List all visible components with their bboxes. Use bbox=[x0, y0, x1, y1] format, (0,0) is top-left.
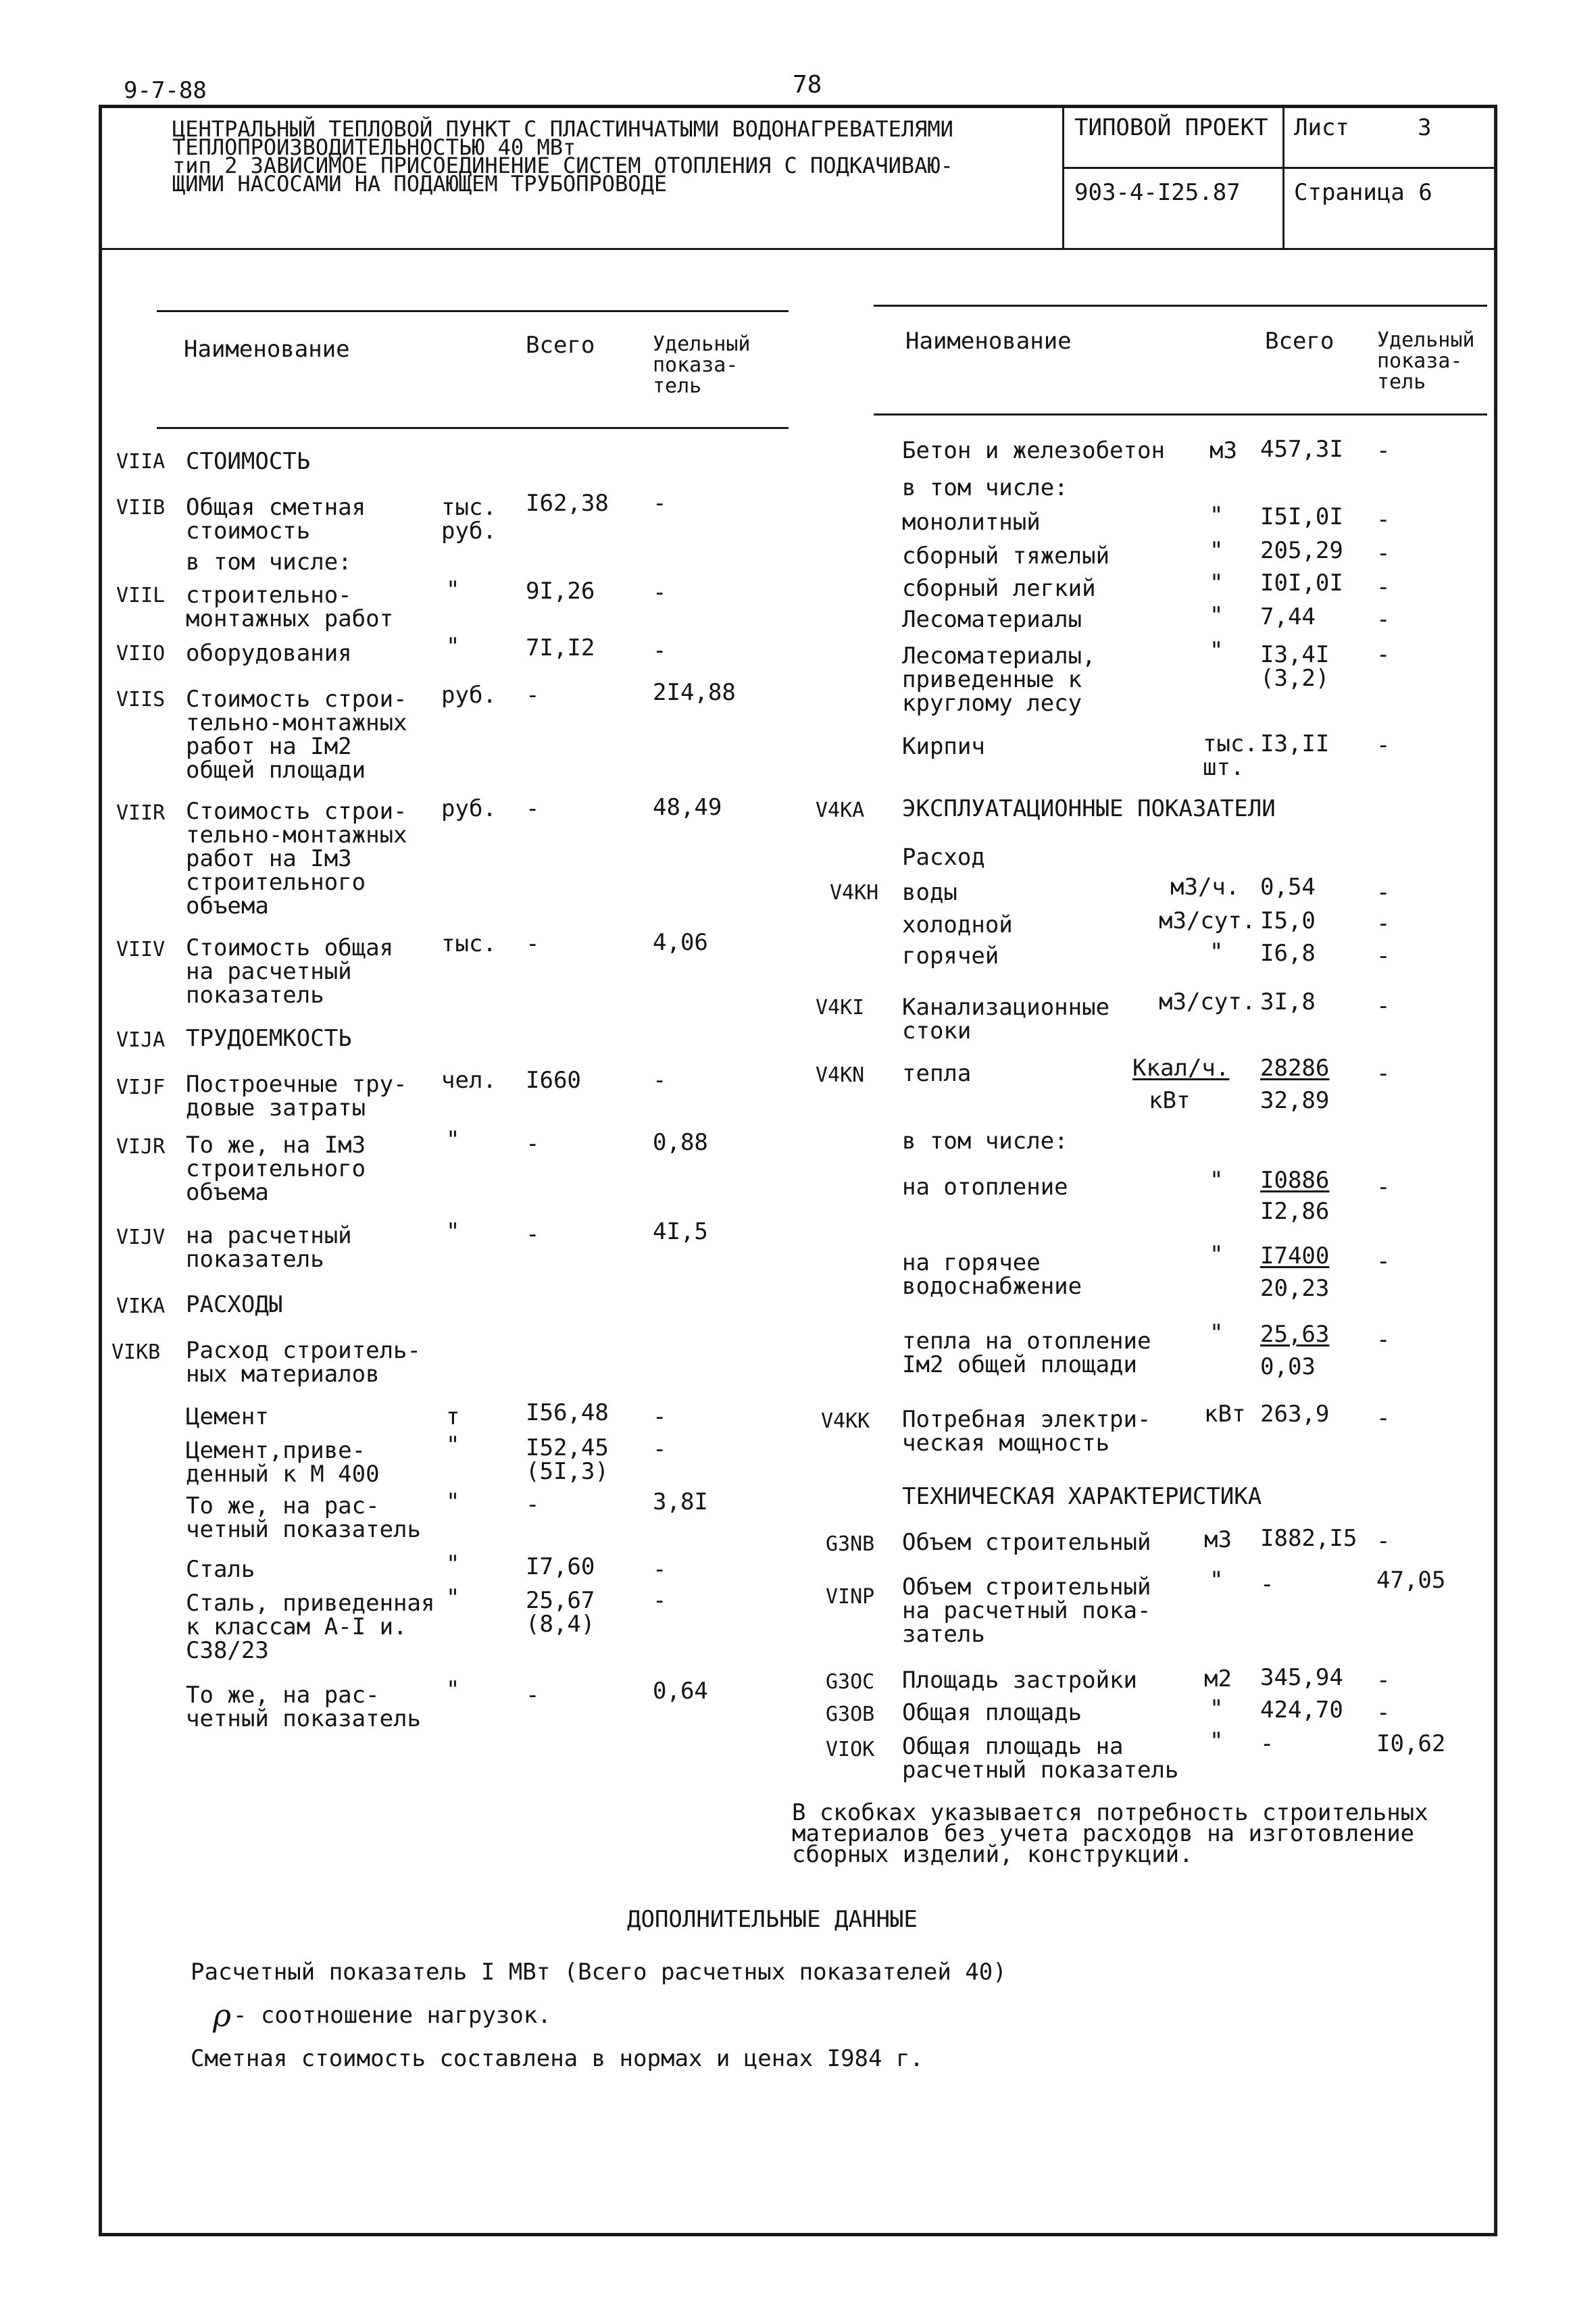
row-total: - bbox=[526, 795, 540, 822]
row-total: 9I,26 bbox=[526, 578, 595, 605]
row-unit: м3 bbox=[1210, 437, 1237, 464]
stamp-title: ЦЕНТРАЛЬНЫЙ ТЕПЛОВОЙ ПУНКТ С ПЛАСТИНЧАТЫМИ ВОДОНАГРЕВАТЕЛЯМИ ТЕПЛОПРОИЗВОДИТЕЛЬНОСТЬЮ 40 МВт тип 2 ЗАВИСИМОЕ ПРИСОЕДИНЕНИЕ СИСТЕМ ОТОПЛЕНИЯ С ПОДКАЧИВАЮ- ЩИМИ НАСОСАМИ НА ПОДАЮЩЕМ ТРУБОПРОВОДЕ bbox=[172, 116, 953, 197]
row-total: I7400 bbox=[1260, 1242, 1330, 1269]
row-total: 25,63 bbox=[1260, 1321, 1330, 1348]
left-header-name: Наименование bbox=[184, 336, 350, 363]
page-label: Страница 6 bbox=[1294, 179, 1432, 206]
row-unit: " bbox=[446, 1126, 460, 1153]
row-spec: - bbox=[1376, 1667, 1391, 1694]
row-spec: - bbox=[653, 1403, 667, 1430]
row-name: Кирпич bbox=[902, 733, 985, 760]
row-code: VIIL bbox=[116, 584, 166, 607]
row-unit: " bbox=[1210, 570, 1224, 597]
row-name: монолитный bbox=[902, 509, 1041, 536]
row-name: на расчетный показатель bbox=[186, 1222, 352, 1273]
row-name: ТЕХНИЧЕСКАЯ ХАРАКТЕРИСТИКА bbox=[902, 1483, 1262, 1510]
row-spec: - bbox=[653, 637, 667, 664]
row-name: Стоимость строи- тельно-монтажных работ на Iм2 общей площади bbox=[186, 686, 407, 784]
left-header-bottom-rule bbox=[157, 427, 789, 429]
row-total: - bbox=[526, 682, 540, 709]
row-total: - bbox=[526, 930, 540, 957]
row-total-secondary: 32,89 bbox=[1260, 1087, 1330, 1114]
row-unit: м3/ч. bbox=[1170, 874, 1240, 901]
row-unit: " bbox=[1210, 938, 1224, 965]
row-spec: - bbox=[1376, 1174, 1391, 1201]
row-code: V4KA bbox=[816, 799, 865, 822]
row-total: I660 bbox=[526, 1067, 581, 1094]
additional-title: ДОПОЛНИТЕЛЬНЫЕ ДАННЫЕ bbox=[627, 1906, 918, 1933]
row-name: Цемент bbox=[186, 1403, 269, 1430]
additional-line-3: Сметная стоимость составлена в нормах и ценах I984 г. bbox=[191, 2045, 924, 2072]
right-header-total: Всего bbox=[1265, 328, 1335, 355]
row-total: I5I,0I bbox=[1260, 503, 1343, 530]
row-name: на отопление bbox=[902, 1174, 1068, 1201]
row-spec: 4I,5 bbox=[653, 1218, 708, 1245]
row-name: Расход bbox=[902, 844, 985, 871]
row-total-secondary: 20,23 bbox=[1260, 1275, 1330, 1302]
row-unit: т bbox=[446, 1403, 460, 1430]
row-total: 424,70 bbox=[1260, 1696, 1343, 1724]
row-spec: - bbox=[1376, 641, 1391, 668]
rho-symbol: ρ bbox=[213, 1997, 232, 2034]
row-total: 0,54 bbox=[1260, 874, 1316, 901]
row-name: Объем строительный на расчетный пока- затель bbox=[902, 1574, 1151, 1648]
right-header-bottom-rule bbox=[874, 413, 1487, 416]
row-name: Лесоматериалы, приведенные к круглому лесу bbox=[902, 643, 1096, 717]
row-spec: - bbox=[1376, 606, 1391, 633]
row-spec: - bbox=[1376, 1528, 1391, 1555]
row-unit: тыс. шт. bbox=[1203, 730, 1258, 781]
row-code: VIIR bbox=[116, 801, 166, 825]
row-name: на горячее водоснабжение bbox=[902, 1249, 1082, 1300]
row-name: оборудования bbox=[186, 640, 352, 667]
row-code: VIIA bbox=[116, 450, 166, 474]
footnote: В скобках указывается потребность строительных материалов без учета расходов на изготовление сборных изделий, конструкций. bbox=[792, 1799, 1428, 1868]
row-total: I3,4I (3,2) bbox=[1260, 641, 1330, 692]
row-code: V4KI bbox=[816, 996, 865, 1020]
row-unit: " bbox=[1210, 502, 1224, 529]
row-name: Объем строительный bbox=[902, 1529, 1151, 1556]
row-name: Стоимость строи- тельно-монтажных работ на Iм3 строительного объема bbox=[186, 798, 407, 920]
sheet-label: Лист bbox=[1294, 114, 1349, 141]
row-spec: - bbox=[1376, 540, 1391, 567]
row-unit: " bbox=[446, 1676, 460, 1703]
row-name: тепла bbox=[902, 1060, 972, 1087]
row-name: СТОИМОСТЬ bbox=[186, 448, 311, 475]
row-name: Площадь застройки bbox=[902, 1667, 1137, 1694]
row-total: 263,9 bbox=[1260, 1401, 1330, 1428]
row-name: То же, на рас- четный показатель bbox=[186, 1682, 421, 1732]
row-unit: тыс. руб. bbox=[441, 494, 497, 545]
row-spec: - bbox=[653, 579, 667, 606]
row-code: VIOK bbox=[826, 1738, 875, 1761]
row-code: VIIB bbox=[116, 496, 166, 520]
row-total: I882,I5 bbox=[1260, 1525, 1357, 1552]
row-unit: чел. bbox=[441, 1067, 497, 1094]
row-total-secondary: I2,86 bbox=[1260, 1198, 1330, 1225]
row-total: I0I,0I bbox=[1260, 570, 1343, 597]
row-code: V4KH bbox=[830, 881, 879, 905]
row-name: То же, на рас- четный показатель bbox=[186, 1492, 421, 1543]
row-code: V4KK bbox=[821, 1409, 870, 1433]
row-unit: " bbox=[1210, 1319, 1224, 1347]
row-code: VIKA bbox=[116, 1294, 166, 1318]
row-code: VIJF bbox=[116, 1076, 166, 1099]
row-total: 345,94 bbox=[1260, 1664, 1343, 1691]
row-spec: - bbox=[653, 490, 667, 517]
row-total: - bbox=[1260, 1571, 1274, 1598]
row-code: VIIV bbox=[116, 938, 166, 961]
row-code: G3OB bbox=[826, 1703, 875, 1726]
row-name: сборный тяжелый bbox=[902, 543, 1110, 570]
row-unit: " bbox=[446, 633, 460, 660]
row-unit: руб. bbox=[441, 682, 497, 709]
row-unit: Ккал/ч. bbox=[1132, 1055, 1230, 1082]
row-name: Общая площадь bbox=[902, 1699, 1082, 1726]
row-code: VIJV bbox=[116, 1226, 166, 1249]
stamp-bottom-line bbox=[99, 248, 1497, 250]
row-code: VINP bbox=[826, 1585, 875, 1609]
row-name: Канализационные стоки bbox=[902, 994, 1110, 1045]
row-name: РАСХОДЫ bbox=[186, 1291, 283, 1318]
row-name: Расход строитель- ных материалов bbox=[186, 1337, 421, 1388]
row-spec: 2I4,88 bbox=[653, 679, 736, 706]
row-spec: - bbox=[1376, 1405, 1391, 1432]
row-total: - bbox=[526, 1130, 540, 1157]
row-name: То же, на Iм3 строительного объема bbox=[186, 1132, 366, 1206]
row-unit: " bbox=[446, 1488, 460, 1515]
row-spec: - bbox=[1376, 732, 1391, 759]
row-unit: " bbox=[446, 576, 460, 603]
row-unit-secondary: кВт bbox=[1149, 1087, 1191, 1114]
row-unit: " bbox=[1210, 1728, 1224, 1755]
additional-line-2: - соотношение нагрузок. bbox=[233, 2002, 551, 2029]
row-spec: I0,62 bbox=[1376, 1730, 1446, 1757]
row-unit: кВт bbox=[1204, 1401, 1246, 1428]
row-code: VIJA bbox=[116, 1028, 166, 1052]
row-total: 3I,8 bbox=[1260, 988, 1316, 1015]
row-total-secondary: 0,03 bbox=[1260, 1353, 1316, 1380]
row-unit: " bbox=[1210, 1241, 1224, 1268]
row-unit: " bbox=[1210, 1167, 1224, 1194]
row-spec: - bbox=[653, 1556, 667, 1583]
row-spec: - bbox=[1376, 437, 1391, 464]
row-code: G3OC bbox=[826, 1670, 875, 1694]
row-total: I3,II bbox=[1260, 730, 1330, 757]
row-name: Лесоматериалы bbox=[902, 606, 1082, 633]
row-unit: " bbox=[446, 1584, 460, 1611]
row-unit: м3/сут. bbox=[1159, 988, 1256, 1015]
row-name: Сталь bbox=[186, 1556, 255, 1583]
row-spec: 47,05 bbox=[1376, 1567, 1446, 1594]
row-name: Бетон и железобетон bbox=[902, 437, 1165, 464]
row-unit: " bbox=[446, 1218, 460, 1245]
row-total: 28286 bbox=[1260, 1055, 1330, 1082]
row-spec: 3,8I bbox=[653, 1488, 708, 1515]
project-code: 903-4-I25.87 bbox=[1074, 179, 1241, 206]
row-name: воды bbox=[902, 879, 957, 906]
row-spec: - bbox=[1376, 992, 1391, 1020]
row-spec: - bbox=[1376, 506, 1391, 533]
row-name: ЭКСПЛУАТАЦИОННЫЕ ПОКАЗАТЕЛИ bbox=[902, 795, 1276, 822]
row-name: Цемент,приве- денный к М 400 bbox=[186, 1437, 380, 1488]
row-name: в том числе: bbox=[902, 1128, 1068, 1155]
row-spec: 0,64 bbox=[653, 1678, 708, 1705]
row-unit: " bbox=[1210, 637, 1224, 664]
right-header-top-rule bbox=[874, 305, 1487, 307]
row-code: VIIO bbox=[116, 642, 166, 665]
row-spec: - bbox=[1376, 942, 1391, 970]
row-code: V4KN bbox=[816, 1063, 865, 1087]
row-total: - bbox=[1260, 1730, 1274, 1757]
right-header-specific: Удельный показа- тель bbox=[1377, 328, 1475, 394]
row-name: ТРУДОЕМКОСТЬ bbox=[186, 1025, 352, 1052]
row-unit: " bbox=[1210, 1695, 1224, 1722]
row-name: Общая площадь на расчетный показатель bbox=[902, 1733, 1179, 1784]
row-unit: тыс. bbox=[441, 930, 497, 957]
row-total: - bbox=[526, 1491, 540, 1518]
row-total: I62,38 bbox=[526, 490, 609, 517]
sheet-value: 3 bbox=[1418, 114, 1432, 141]
row-total: I52,45 (5I,3) bbox=[526, 1434, 609, 1485]
row-total: 457,3I bbox=[1260, 436, 1343, 463]
row-total: I7,60 bbox=[526, 1553, 595, 1580]
row-spec: - bbox=[1376, 1699, 1391, 1726]
row-name: Потребная электри- ческая мощность bbox=[902, 1406, 1151, 1457]
row-spec: - bbox=[1376, 574, 1391, 601]
stamp-divider-2 bbox=[1282, 105, 1285, 249]
row-spec: - bbox=[1376, 1060, 1391, 1087]
row-total: I6,8 bbox=[1260, 940, 1316, 967]
row-unit: " bbox=[1210, 1567, 1224, 1594]
left-header-total: Всего bbox=[526, 332, 595, 359]
row-name: строительно- монтажных работ bbox=[186, 582, 394, 632]
row-total: - bbox=[526, 1221, 540, 1248]
left-header-specific: Удельный показа- тель bbox=[653, 332, 751, 398]
row-name: холодной bbox=[902, 911, 1013, 938]
row-name: в том числе: bbox=[902, 474, 1068, 501]
corner-code: 9-7-88 bbox=[124, 77, 207, 104]
row-name: в том числе: bbox=[186, 549, 352, 576]
row-unit: м2 bbox=[1204, 1665, 1232, 1692]
row-unit: м3 bbox=[1204, 1526, 1232, 1553]
row-spec: - bbox=[653, 1587, 667, 1614]
row-total: I5,0 bbox=[1260, 907, 1316, 934]
row-spec: 4,06 bbox=[653, 929, 708, 956]
stamp-divider-1 bbox=[1062, 105, 1064, 249]
stamp-divider-3 bbox=[1062, 167, 1497, 169]
row-spec: 48,49 bbox=[653, 794, 722, 821]
right-header-name: Наименование bbox=[905, 328, 1072, 355]
row-unit: " bbox=[446, 1432, 460, 1459]
row-total: 7I,I2 bbox=[526, 634, 595, 661]
project-label: ТИПОВОЙ ПРОЕКТ bbox=[1074, 114, 1268, 141]
row-spec: - bbox=[1376, 1248, 1391, 1275]
row-unit: " bbox=[446, 1551, 460, 1578]
row-unit: м3/сут. bbox=[1159, 907, 1256, 934]
row-code: G3NB bbox=[826, 1532, 875, 1556]
page-number: 78 bbox=[793, 71, 822, 99]
row-total: - bbox=[526, 1682, 540, 1709]
row-spec: - bbox=[653, 1067, 667, 1094]
row-code: VIJR bbox=[116, 1135, 166, 1159]
row-total: 7,44 bbox=[1260, 603, 1316, 630]
row-unit: руб. bbox=[441, 795, 497, 822]
row-name: Общая сметная стоимость bbox=[186, 494, 366, 545]
row-name: тепла на отопление Iм2 общей площади bbox=[902, 1328, 1151, 1378]
row-unit: " bbox=[1210, 602, 1224, 629]
row-spec: - bbox=[1376, 1326, 1391, 1353]
row-spec: - bbox=[1376, 910, 1391, 937]
row-name: сборный легкий bbox=[902, 575, 1096, 602]
additional-line-1: Расчетный показатель I МВт (Всего расчетных показателей 40) bbox=[191, 1959, 1007, 1986]
left-header-top-rule bbox=[157, 310, 789, 312]
row-code: VIKB bbox=[111, 1340, 161, 1364]
row-spec: 0,88 bbox=[653, 1129, 708, 1156]
row-name: Стоимость общая на расчетный показатель bbox=[186, 934, 394, 1009]
row-name: Построечные тру- довые затраты bbox=[186, 1071, 407, 1122]
row-name: горячей bbox=[902, 942, 999, 970]
row-name: Сталь, приведенная к классам А-I и. С38/23 bbox=[186, 1590, 435, 1664]
row-spec: - bbox=[1376, 879, 1391, 906]
row-unit: " bbox=[1210, 537, 1224, 564]
row-total: 205,29 bbox=[1260, 537, 1343, 564]
row-spec: - bbox=[653, 1436, 667, 1463]
row-total: 25,67 (8,4) bbox=[526, 1587, 595, 1638]
row-total: I56,48 bbox=[526, 1399, 609, 1426]
row-code: VIIS bbox=[116, 688, 166, 711]
row-total: I0886 bbox=[1260, 1167, 1330, 1194]
